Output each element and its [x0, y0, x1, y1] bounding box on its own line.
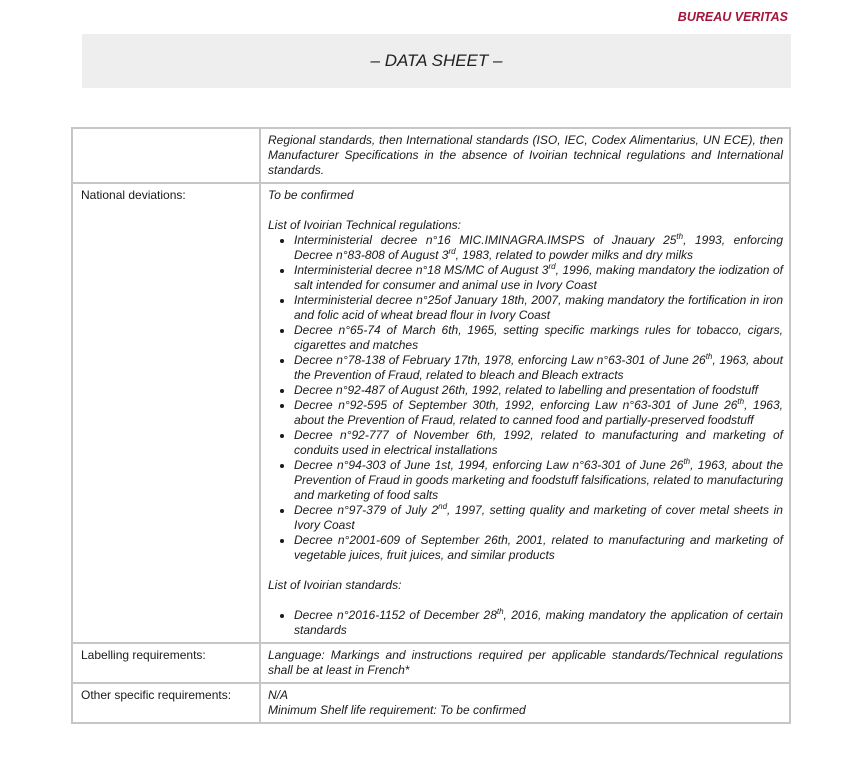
list-item-text: Decree n°94-303 of June 1st, 1994, enforcing Law n°63-301 of June 26	[294, 458, 684, 472]
ordinal-suffix: th	[683, 457, 691, 466]
list-item-text: Decree n°2016-1152 of December 28	[294, 608, 497, 622]
ordinal-suffix: th	[737, 397, 745, 406]
title-banner	[82, 34, 791, 88]
data-sheet-table	[71, 127, 791, 724]
row-content-national-deviations	[260, 183, 790, 643]
row-label-other: Other specific requirements:	[72, 683, 260, 723]
list-item	[294, 263, 783, 293]
list-item	[294, 233, 783, 263]
row-content-labelling	[260, 643, 790, 683]
list-item-text: Decree n°97-379 of July 2	[294, 503, 439, 517]
ordinal-suffix: th	[676, 232, 684, 241]
list-item-text: Decree n°92-595 of September 30th, 1992, enforcing Law n°63-301 of June 26	[294, 398, 738, 412]
list-item	[294, 458, 783, 503]
list-item-text: , 1983, related to powder milks and dry milks	[455, 248, 694, 262]
list-item-text: , 2016, making mandatory the application of certain standards	[294, 608, 783, 637]
list-item-text: Decree n°78-138 of February 17th, 1978, enforcing Law n°63-301 of June 26	[294, 353, 706, 367]
list-item-text: , 1996, making mandatory the iodization of salt intended for consumer and animal use in Ivory Coast	[294, 263, 783, 292]
ordinal-suffix: rd	[448, 247, 456, 256]
row-content-standards	[260, 128, 790, 183]
list-item-text: Decree n°92-777 of November 6th, 1992, related to manufacturing and marketing of conduits used in electrical installations	[294, 428, 783, 457]
list-item-text: Interministerial decree n°16 MIC.IMINAGRA.IMSPS of Jnauary 25	[294, 233, 677, 247]
list-item-text: Decree n°2001-609 of September 26th, 2001, related to manufacturing and marketing of vegetable juices, fruit juices, and similar products	[294, 533, 783, 562]
table-row-national-deviations	[72, 183, 790, 643]
table-row-other	[72, 683, 790, 723]
labelling-text: Language: Markings and instructions required per applicable standards/Technical regulations shall be at least in French*	[268, 648, 783, 677]
row-label-labelling: Labelling requirements:	[72, 643, 260, 683]
list-item-text: Decree n°92-487 of August 26th, 1992, related to labelling and presentation of foodstuff	[294, 383, 759, 397]
list-item	[294, 293, 783, 323]
row-label-national-deviations: National deviations:	[72, 183, 260, 643]
list-item-text: Decree n°65-74 of March 6th, 1965, setting specific markings rules for tobacco, cigars, cigarettes and matches	[294, 323, 783, 352]
row-label-standards	[72, 128, 260, 183]
list-item	[294, 503, 783, 533]
list-item-text: , 1963, about the Prevention of Fraud, related to bleach and Bleach extracts	[294, 353, 783, 382]
row-content-other	[260, 683, 790, 723]
list-item	[294, 608, 783, 638]
other-line-na: N/A	[268, 688, 289, 702]
ordinal-suffix: th	[496, 607, 504, 616]
table-row-labelling	[72, 643, 790, 683]
standards-list	[268, 608, 783, 638]
list-item	[294, 533, 783, 563]
ordinal-suffix: th	[705, 352, 713, 361]
deviations-status: To be confirmed	[268, 188, 354, 202]
other-line-shelf-life: Minimum Shelf life requirement: To be confirmed	[268, 703, 526, 717]
regulations-heading: List of Ivoirian Technical regulations:	[268, 218, 461, 232]
regulations-list	[268, 233, 783, 563]
list-item-text: , 1997, setting quality and marketing of cover metal sheets in Ivory Coast	[294, 503, 783, 532]
ordinal-suffix: nd	[438, 502, 448, 511]
list-item-text: Interministerial decree n°25of January 18th, 2007, making mandatory the fortification in iron and folic acid of wheat bread flour in Ivory Coast	[294, 293, 783, 322]
list-item	[294, 383, 783, 398]
list-item-text: Interministerial decree n°18 MS/MC of August 3	[294, 263, 549, 277]
ordinal-suffix: rd	[548, 262, 556, 271]
standards-heading: List of Ivoirian standards:	[268, 578, 402, 592]
document-title: – DATA SHEET –	[370, 51, 503, 70]
list-item-text: , 1993, enforcing Decree n°83-808 of August 3	[294, 233, 783, 262]
list-item-text: , 1963, about the Prevention of Fraud, related to canned food and partially-preserved foodstuff	[294, 398, 783, 427]
list-item	[294, 428, 783, 458]
list-item-text: , 1963, about the Prevention of Fraud in goods marketing and foodstuff falsifications, related to manufacturing and marketing of food salts	[294, 458, 783, 502]
list-item	[294, 353, 783, 383]
standards-text: Regional standards, then International standards (ISO, IEC, Codex Alimentarius, UN ECE), then Manufacturer Specifications in the absence of Ivoirian technical regulations and International standards.	[268, 133, 783, 177]
list-item	[294, 398, 783, 428]
list-item	[294, 323, 783, 353]
brand-name: BUREAU VERITAS	[677, 10, 788, 24]
table-row-standards	[72, 128, 790, 183]
